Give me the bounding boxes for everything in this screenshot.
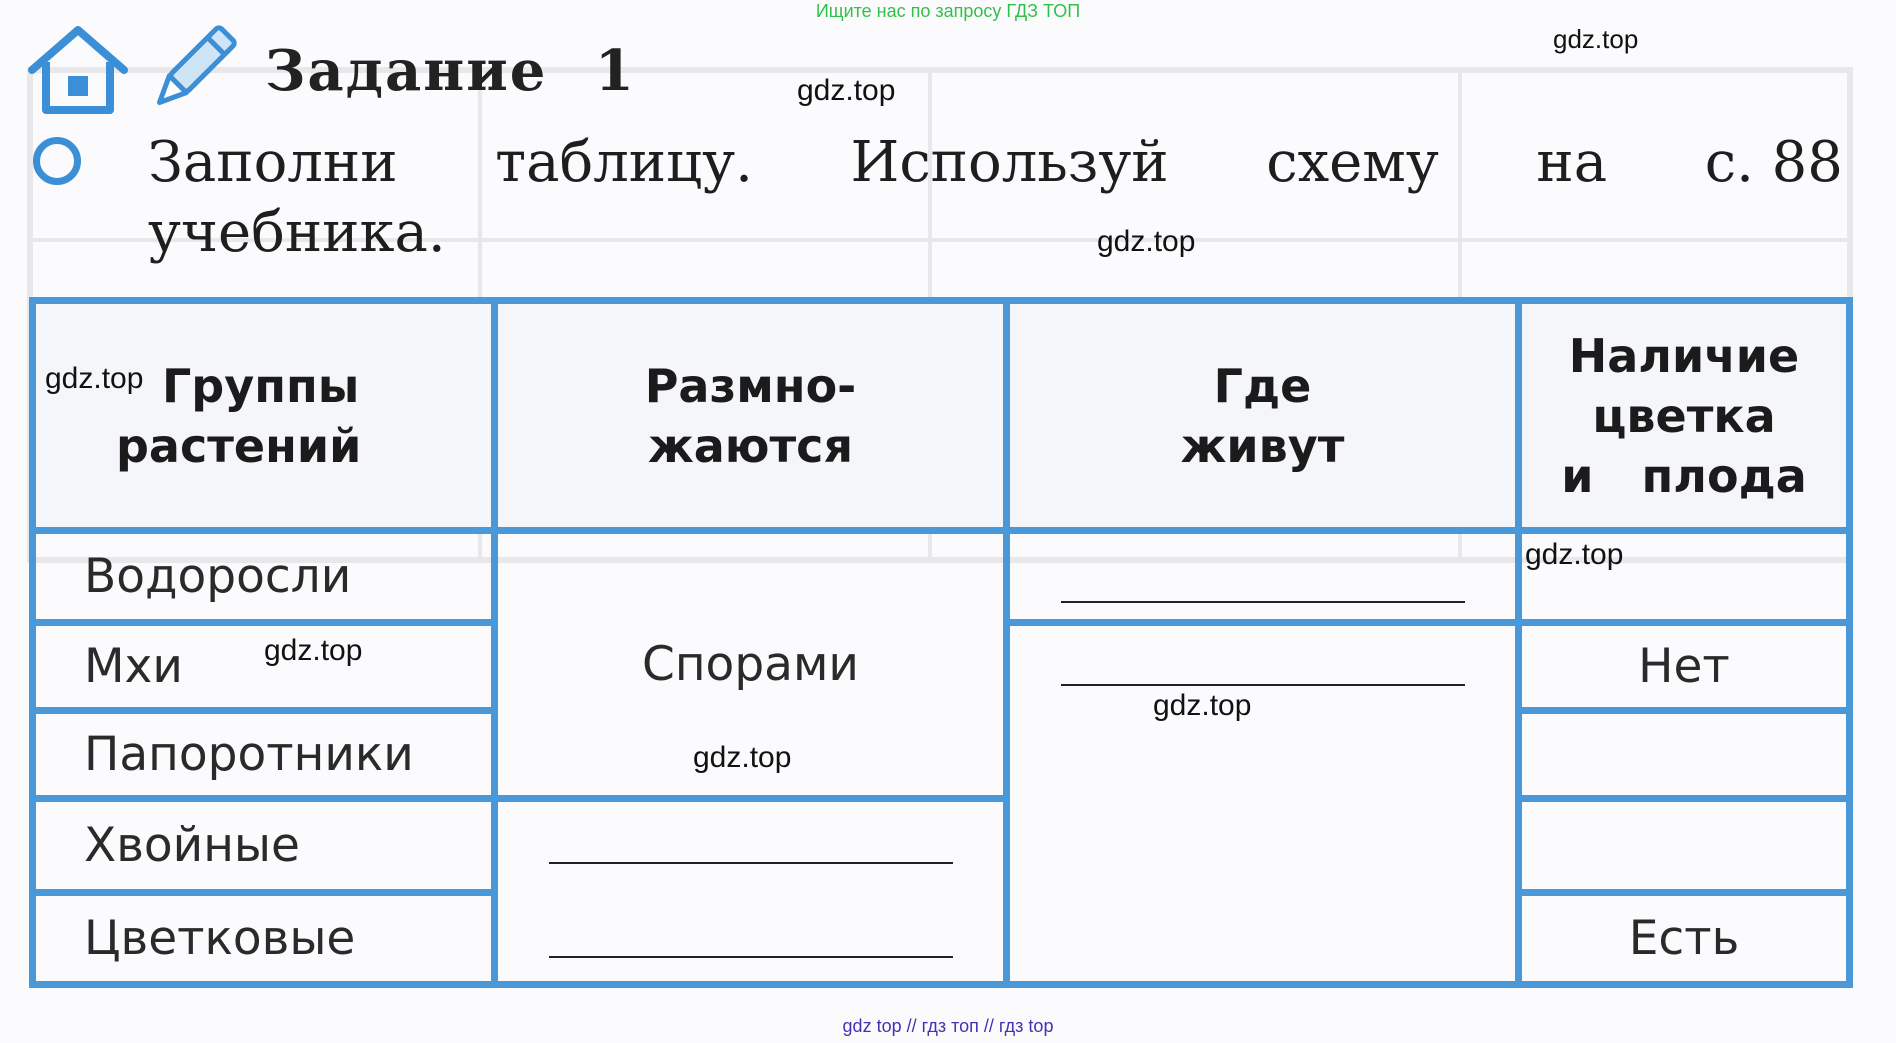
watermark: gdz.top — [1153, 689, 1252, 722]
header-line: Наличие — [1568, 328, 1800, 383]
header-line: цветка — [1592, 388, 1776, 443]
instruction-word: на — [1536, 130, 1608, 195]
watermark: gdz.top — [693, 741, 792, 774]
instruction-word: таблицу. — [495, 130, 753, 195]
header-line: растений — [116, 418, 362, 473]
task-title: Задание 1 — [265, 38, 636, 104]
instruction-word: Используй — [850, 130, 1169, 195]
header-line: Группы — [162, 358, 360, 413]
pencil-icon — [146, 24, 238, 116]
group-cell: Водоросли — [33, 531, 495, 623]
watermark: gdz.top — [1553, 24, 1639, 54]
habitat-answer-land[interactable] — [1007, 623, 1519, 985]
header-habitat — [1007, 301, 1519, 531]
watermark: gdz.top — [264, 634, 363, 667]
top-banner[interactable]: Ищите нас по запросу ГДЗ ТОП — [815, 1, 1081, 21]
header-line: живут — [1180, 418, 1345, 473]
instruction-word: схему — [1266, 130, 1439, 195]
reproduce-spores-cell: Спорами — [495, 531, 1007, 799]
answer-line — [549, 862, 953, 864]
watermark: gdz.top — [1097, 225, 1196, 258]
header-flower — [1519, 301, 1850, 531]
habitat-answer-algae[interactable] — [1007, 531, 1519, 623]
footer-links[interactable]: gdz top // гдз топ // гдз top — [842, 1016, 1054, 1036]
flower-answer-fern[interactable] — [1519, 711, 1850, 799]
header-line: жаются — [647, 418, 853, 473]
checkbox-circle[interactable] — [33, 137, 81, 185]
header-reproduce — [495, 301, 1007, 531]
answer-line — [1061, 601, 1465, 603]
header-line: и плода — [1561, 448, 1807, 503]
instruction-word: с. 88 — [1704, 130, 1843, 195]
group-cell: Мхи — [33, 623, 495, 711]
group-cell: Папоротники — [33, 711, 495, 799]
flower-answer-flowering: Есть — [1519, 893, 1850, 985]
group-cell: Хвойные — [33, 799, 495, 893]
flower-answer-moss: Нет — [1519, 623, 1850, 711]
watermark: gdz.top — [1525, 538, 1624, 571]
answer-line — [549, 956, 953, 958]
group-cell: Цветковые — [33, 893, 495, 985]
header-line: Размно- — [644, 358, 857, 413]
instruction-line-2: учебника. — [148, 200, 446, 265]
watermark: gdz.top — [45, 362, 144, 395]
header-line: Где — [1213, 358, 1312, 413]
answer-line — [1061, 684, 1465, 686]
home-icon[interactable] — [28, 24, 128, 116]
header-groups — [33, 301, 495, 531]
flower-answer-conifer[interactable] — [1519, 799, 1850, 893]
instruction-text — [148, 128, 1848, 268]
instruction-word: Заполни — [148, 130, 398, 195]
watermark: gdz.top — [797, 74, 896, 107]
reproduce-answer-seeds[interactable] — [495, 799, 1007, 985]
